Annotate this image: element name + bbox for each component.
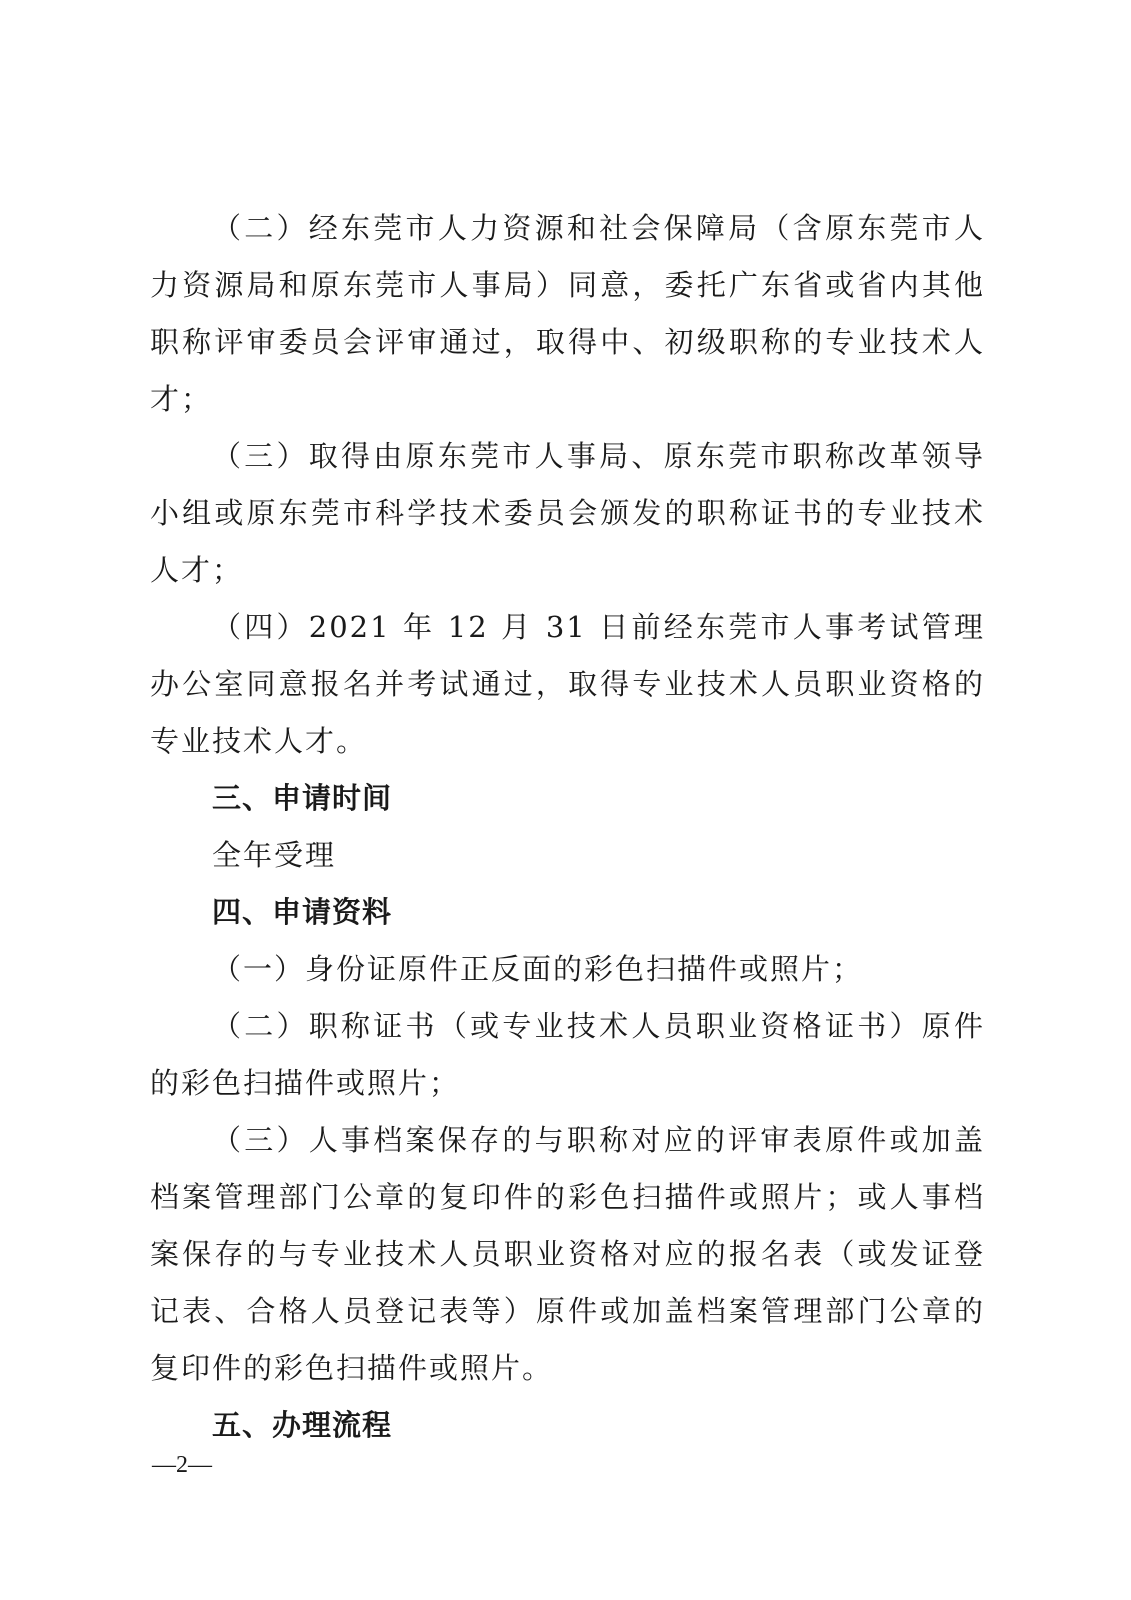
paragraph-application-time: 全年受理 xyxy=(212,838,337,872)
materials-item-1: （一）身份证原件正反面的彩色扫描件或照片； xyxy=(212,952,864,986)
paragraph-item-4: （四）2021 年 12 月 31 日前经东莞市人事考试管理办公室同意报名并考试通过，取得专业技术人员职业资格的专业技术人才。 xyxy=(150,610,985,758)
section-heading-application-materials: 四、申请资料 xyxy=(212,895,393,929)
paragraph-item-2: （二）经东莞市人力资源和社会保障局（含原东莞市人力资源局和原东莞市人事局）同意，委托广东省或省内其他职称评审委员会评审通过，取得中、初级职称的专业技术人才； xyxy=(150,211,985,416)
paragraph-item-3: （三）取得由原东莞市人事局、原东莞市职称改革领导小组或原东莞市科学技术委员会颁发的职称证书的专业技术人才； xyxy=(150,439,985,587)
section-heading-process: 五、办理流程 xyxy=(212,1408,393,1442)
section-heading-application-time: 三、申请时间 xyxy=(212,781,393,815)
document-body xyxy=(150,200,985,1454)
materials-item-2: （二）职称证书（或专业技术人员职业资格证书）原件的彩色扫描件或照片； xyxy=(150,1009,985,1100)
page-number: —2— xyxy=(152,1452,212,1478)
materials-item-3: （三）人事档案保存的与职称对应的评审表原件或加盖档案管理部门公章的复印件的彩色扫描件或照片；或人事档案保存的与专业技术人员职业资格对应的报名表（或发证登记表、合格人员登记表等）原件或加盖档案管理部门公章的复印件的彩色扫描件或照片。 xyxy=(150,1123,985,1385)
